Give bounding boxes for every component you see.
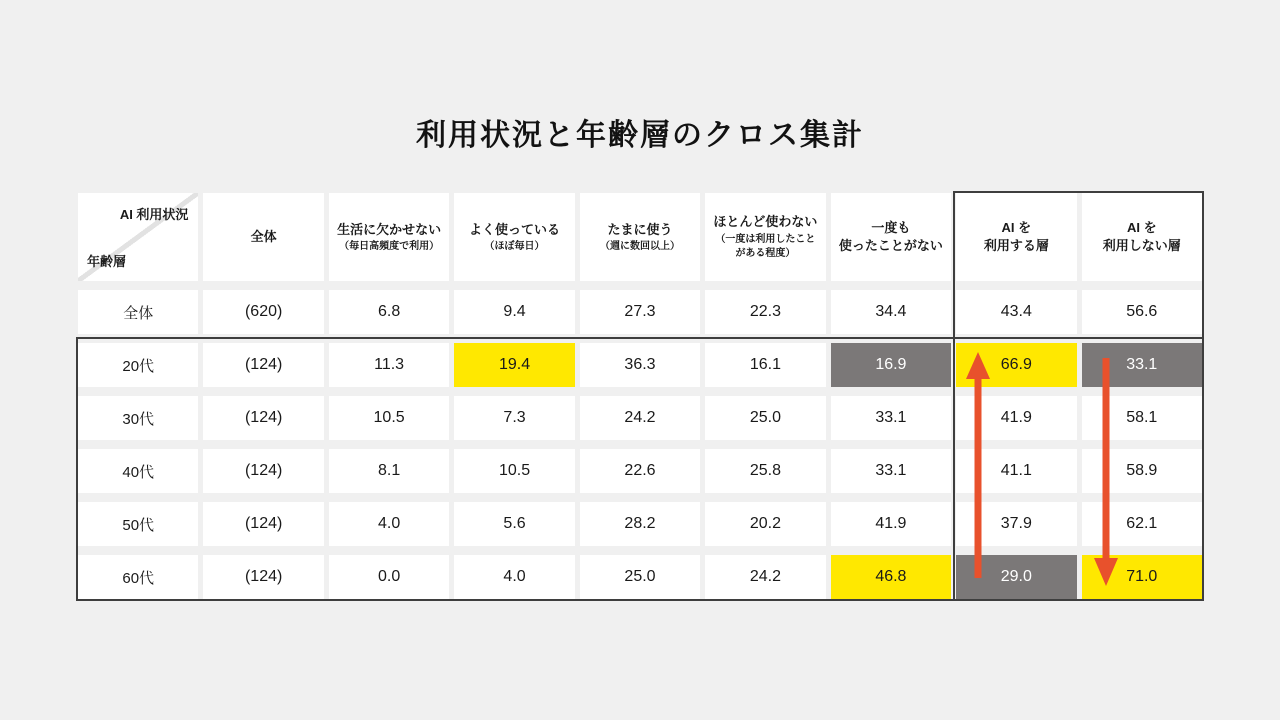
value-cell: 25.8 xyxy=(705,449,825,493)
value-cell: 10.5 xyxy=(329,396,449,440)
col-header-total: 全体 xyxy=(203,193,323,281)
col-header-rarely: ほとんど使わない （一度は利用したこと がある程度） xyxy=(705,193,825,281)
value-cell: 22.3 xyxy=(705,290,825,334)
value-cell-highlight-yellow: 71.0 xyxy=(1082,555,1202,599)
cross-tab-table xyxy=(78,193,1202,599)
value-cell: 7.3 xyxy=(454,396,574,440)
value-cell: 33.1 xyxy=(831,396,951,440)
col-header-sometimes: たまに使う （週に数回以上） xyxy=(580,193,700,281)
col-header-essential: 生活に欠かせない （毎日高頻度で利用） xyxy=(329,193,449,281)
row-n: (124) xyxy=(203,449,323,493)
value-cell: 22.6 xyxy=(580,449,700,493)
row-n: (124) xyxy=(203,555,323,599)
value-cell: 0.0 xyxy=(329,555,449,599)
value-cell: 24.2 xyxy=(580,396,700,440)
value-cell: 56.6 xyxy=(1082,290,1202,334)
col-axis-label: AI 利用状況 xyxy=(119,207,189,222)
value-cell-highlight-gray: 33.1 xyxy=(1082,343,1202,387)
page-title: 利用状況と年齢層のクロス集計 xyxy=(416,119,864,152)
row-label: 50代 xyxy=(78,502,198,546)
row-label: 60代 xyxy=(78,555,198,599)
row-label: 40代 xyxy=(78,449,198,493)
value-cell: 58.9 xyxy=(1082,449,1202,493)
value-cell: 33.1 xyxy=(831,449,951,493)
value-cell: 58.1 xyxy=(1082,396,1202,440)
value-cell: 10.5 xyxy=(454,449,574,493)
value-cell: 34.4 xyxy=(831,290,951,334)
value-cell-highlight-gray: 16.9 xyxy=(831,343,951,387)
value-cell: 8.1 xyxy=(329,449,449,493)
value-cell: 36.3 xyxy=(580,343,700,387)
value-cell: 28.2 xyxy=(580,502,700,546)
corner-header-cell xyxy=(78,193,198,281)
value-cell-highlight-yellow: 66.9 xyxy=(956,343,1076,387)
value-cell: 4.0 xyxy=(329,502,449,546)
value-cell: 43.4 xyxy=(956,290,1076,334)
row-axis-label: 年齢層 xyxy=(87,254,127,269)
col-header-ai-users: AI を 利用する層 xyxy=(956,193,1076,281)
value-cell: 20.2 xyxy=(705,502,825,546)
row-n: (124) xyxy=(203,396,323,440)
col-header-never: 一度も 使ったことがない xyxy=(831,193,951,281)
value-cell: 41.9 xyxy=(956,396,1076,440)
value-cell: 25.0 xyxy=(580,555,700,599)
value-cell: 41.9 xyxy=(831,502,951,546)
value-cell: 62.1 xyxy=(1082,502,1202,546)
value-cell-highlight-yellow: 19.4 xyxy=(454,343,574,387)
value-cell: 6.8 xyxy=(329,290,449,334)
row-label: 30代 xyxy=(78,396,198,440)
value-cell-highlight-yellow: 46.8 xyxy=(831,555,951,599)
value-cell: 4.0 xyxy=(454,555,574,599)
row-label: 20代 xyxy=(78,343,198,387)
row-n: (124) xyxy=(203,343,323,387)
row-label: 全体 xyxy=(78,290,198,334)
value-cell: 37.9 xyxy=(956,502,1076,546)
value-cell: 16.1 xyxy=(705,343,825,387)
value-cell: 9.4 xyxy=(454,290,574,334)
value-cell: 41.1 xyxy=(956,449,1076,493)
value-cell: 5.6 xyxy=(454,502,574,546)
col-header-ai-nonusers: AI を 利用しない層 xyxy=(1082,193,1202,281)
value-cell: 25.0 xyxy=(705,396,825,440)
row-n: (124) xyxy=(203,502,323,546)
value-cell: 24.2 xyxy=(705,555,825,599)
value-cell: 27.3 xyxy=(580,290,700,334)
row-n: (620) xyxy=(203,290,323,334)
col-header-often: よく使っている （ほぼ毎日） xyxy=(454,193,574,281)
value-cell: 11.3 xyxy=(329,343,449,387)
value-cell-highlight-gray: 29.0 xyxy=(956,555,1076,599)
